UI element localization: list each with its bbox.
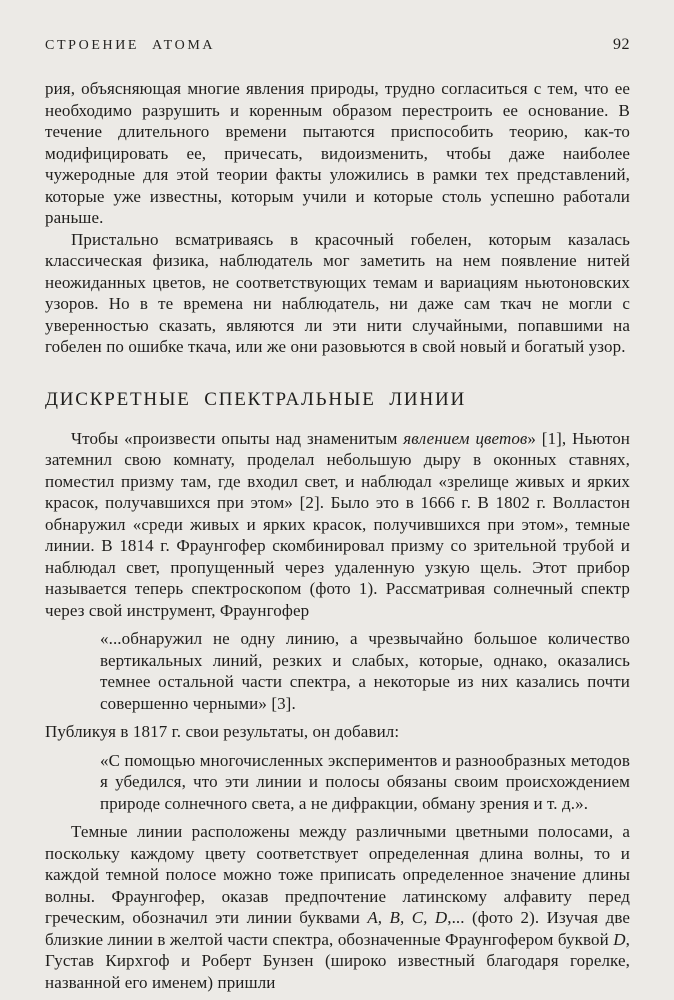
paragraph <box>45 428 630 622</box>
paragraph <box>45 821 630 993</box>
page-body <box>45 78 630 993</box>
running-head: СТРОЕНИЕ АТОМА <box>45 38 216 53</box>
text-run: Темные линии расположены между различными цветными полосами, а поскольку каждому цвету соответствует определенная длина волны, то и каждой темной полосе можно тоже приписать определенное значение длины волны. Фраунгофер, оказав предпочтение латинскому алфавиту перед греческим, обозначил эти линии буквами <box>45 822 630 927</box>
section-heading: ДИСКРЕТНЫЕ СПЕКТРАЛЬНЫЕ ЛИНИИ <box>45 388 467 410</box>
text-run: ,... (фото 2). Изучая две близкие линии в желтой части спектра, обозначенные Фраунгофером буквой <box>45 908 630 949</box>
text-run-italic: D <box>613 929 626 949</box>
paragraph: Пристально всматриваясь в красочный гобелен, которым казалась классическая физика, наблюдатель мог заметить на нем появление нитей неожиданных цветов, не соответствующих темам и вариациям ньютоновских узоров. Но в те времена ни наблюдатель, ни даже сам ткач не могли с уверенностью сказать, являются ли эти нити случайными, попавшими на гобелен по ошибке ткача, или же они разовьются в свой новый и богатый узор. <box>45 229 630 356</box>
paragraph: Публикуя в 1817 г. свои результаты, он добавил: <box>45 722 400 741</box>
blockquote-fraunhofer-2: «С помощью многочисленных экспериментов и разнообразных методов я убедился, что эти линии и полосы обязаны своим происхождением природе солнечного света, а не дифракции, обману зрения и т. д.». <box>100 750 630 813</box>
text-run: » [1], Ньютон затемнил свою комнату, проделал небольшую дыру в оконных ставнях, поместил призму там, где входил свет, и наблюдал «зрелище живых и ярких красок, получавшихся при этом» [2]. Было это в 1666 г. В 1802 г. Волластон обнаружил «среди живых и ярких красок, получившихся при этом», темные линии. В 1814 г. Фраунгофер скомбинировал призму со зрительной трубой и наблюдал свет, пропущенный через удаленную узкую щель. Этот прибор называется теперь спектроскопом (фото 1). Рассматривая солнечный спектр через свой инструмент, Фраунгофер <box>45 428 630 620</box>
text-run-italic: явлением цветов <box>403 428 528 448</box>
page-header <box>45 36 630 54</box>
blockquote-fraunhofer-1: «...обнаружил не одну линию, а чрезвычайно большое количество вертикальных линий, резких и слабых, которые, однако, оказались темнее остальной части спектра, а некоторые из них казались почти совершенно черными» [3]. <box>100 629 630 713</box>
paragraph-continuation: рия, объясняющая многие явления природы, трудно согласиться с тем, что ее необходимо разрушить и коренным образом перестроить ее основание. В течение длительного времени пытаются приспособить теорию, как-то модифицировать ее, причесать, видоизменить, чтобы даже наиболее чужеродные для этой теории факты уложились в рамки тех представлений, которые уже известны, которым учили и которые столь успешно работали раньше. <box>45 79 630 227</box>
page-number: 92 <box>613 36 630 53</box>
text-run: Чтобы «произвести опыты над знаменитым <box>71 428 404 448</box>
text-run: , Густав Кирхгоф и Роберт Бунзен (широко известный благодаря горелке, названной его именем) пришли <box>45 929 630 992</box>
text-run-italic: A, B, C, D <box>367 908 448 927</box>
